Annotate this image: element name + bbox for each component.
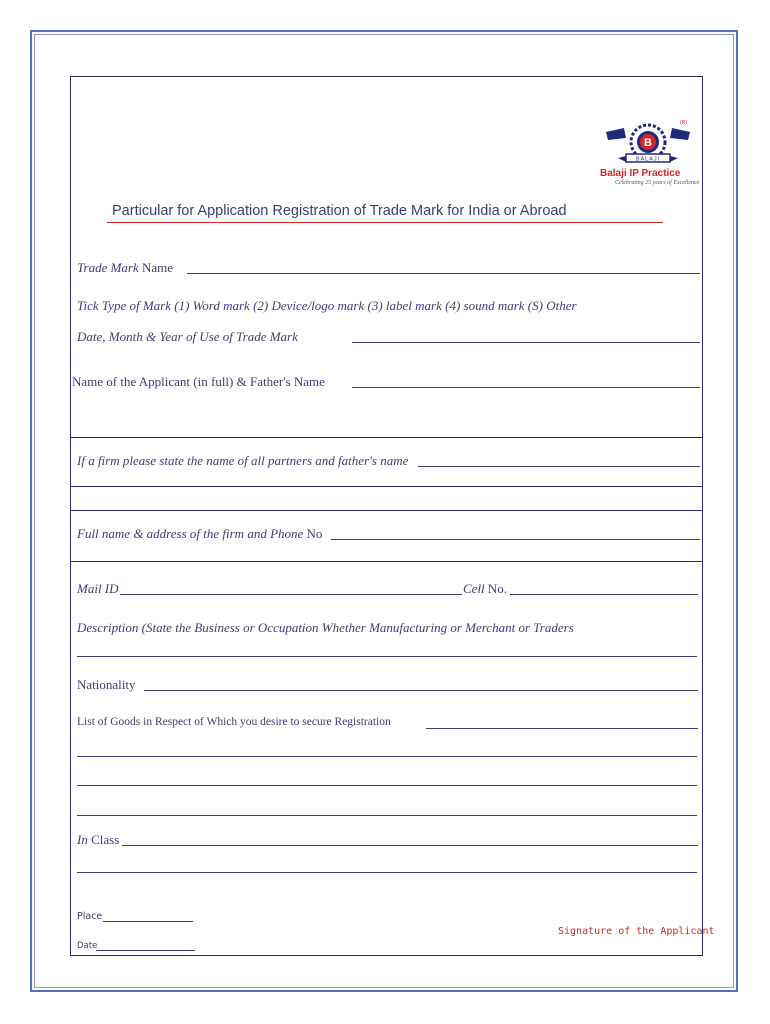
title-underline (107, 222, 663, 223)
applicant-name-label: Name of the Applicant (in full) & Father's Name (72, 374, 325, 389)
date-field[interactable] (96, 950, 195, 951)
firm-address-label: Full name & address of the firm and Phone No (77, 526, 323, 541)
section-divider (70, 486, 703, 487)
logo-tagline: Celebrating 25 years of Excellence (615, 180, 700, 186)
logo-brand-name: Balaji IP Practice (600, 168, 681, 179)
seal-letter: B (644, 137, 652, 149)
cell-no-label: Cell No. (463, 581, 508, 596)
form-title: Particular for Application Registration of Trade Mark for India or Abroad (112, 203, 567, 219)
date-of-use-label: Date, Month & Year of Use of Trade Mark (77, 329, 298, 344)
goods-list-field[interactable] (426, 728, 698, 729)
cell-no-field[interactable] (510, 594, 698, 595)
class-field[interactable] (122, 845, 698, 846)
mail-id-label: Mail ID (77, 581, 119, 596)
firm-partners-field[interactable] (418, 466, 700, 467)
nationality-label: Nationality (77, 677, 136, 692)
place-label: Place (77, 911, 103, 922)
goods-list-field[interactable] (77, 756, 697, 757)
date-label: Date (77, 941, 98, 951)
date-of-use-field[interactable] (352, 342, 700, 343)
nationality-field[interactable] (144, 690, 698, 691)
trade-mark-name-field[interactable] (187, 273, 700, 274)
description-label: Description (State the Business or Occupation Whether Manufacturing or Merchant or Traders (77, 620, 574, 635)
goods-list-field[interactable] (77, 815, 697, 816)
mail-id-field[interactable] (120, 594, 462, 595)
goods-list-field[interactable] (77, 785, 697, 786)
firm-partners-label: If a firm please state the name of all partners and father's name (77, 453, 409, 468)
class-field[interactable] (77, 872, 697, 873)
description-field[interactable] (77, 656, 697, 657)
applicant-name-field[interactable] (352, 387, 700, 388)
goods-list-label: List of Goods in Respect of Which you desire to secure Registration (77, 716, 391, 728)
signature-label: Signature of the Applicant (558, 926, 715, 937)
firm-address-field[interactable] (331, 539, 700, 540)
class-label: In Class (77, 832, 120, 847)
place-field[interactable] (103, 921, 193, 922)
mark-type-label: Tick Type of Mark (1) Word mark (2) Device/logo mark (3) label mark (4) sound mark (S) Other (77, 298, 577, 313)
section-divider (70, 561, 703, 562)
trade-mark-name-label: Trade Mark Name (77, 260, 174, 275)
seal-banner: BALAJI (635, 156, 661, 163)
section-divider (70, 437, 703, 438)
svg-text:(R): (R) (680, 120, 687, 126)
section-divider (70, 510, 703, 511)
